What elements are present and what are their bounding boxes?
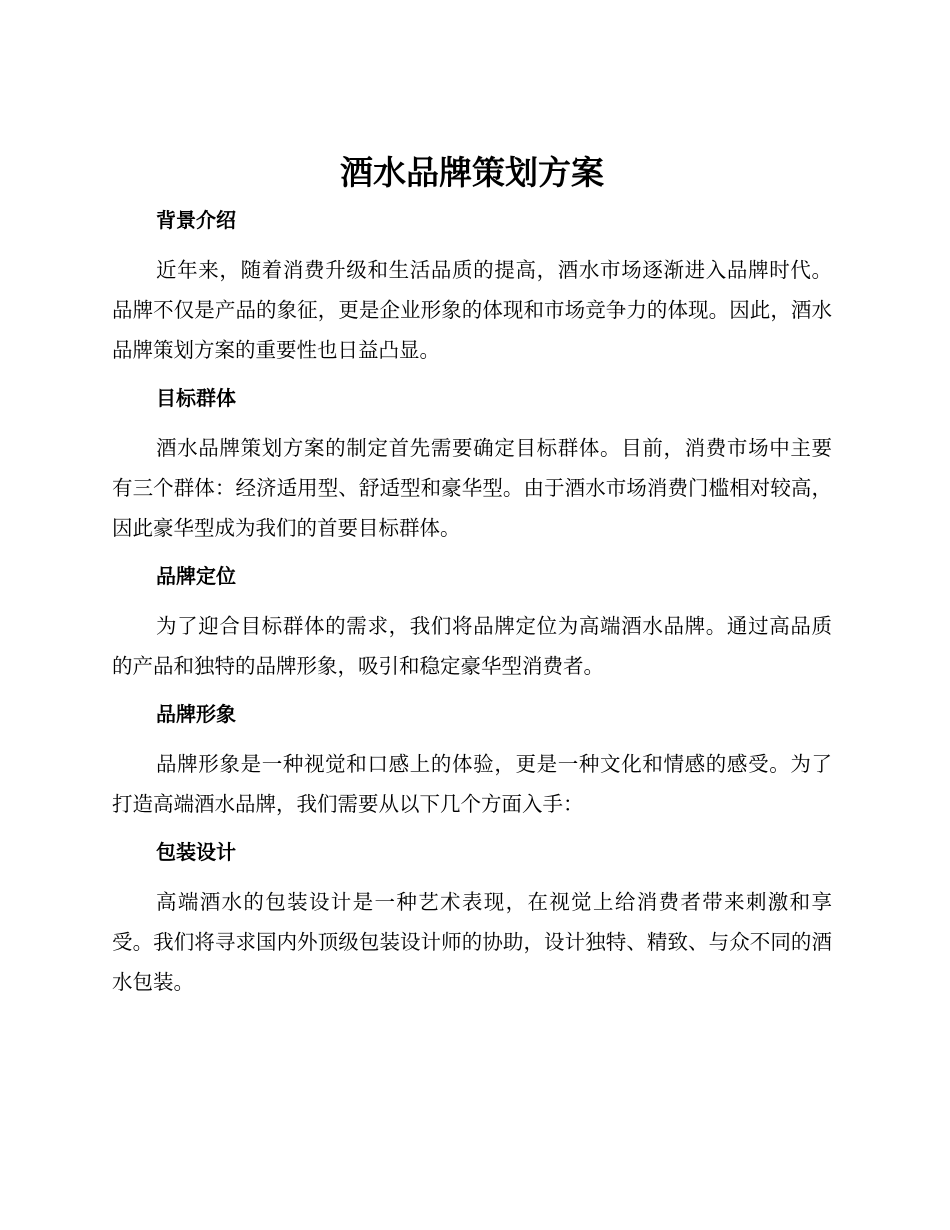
section-paragraph: 近年来，随着消费升级和生活品质的提高，酒水市场逐渐进入品牌时代。品牌不仅是产品的象征，更是企业形象的体现和市场竞争力的体现。因此，酒水品牌策划方案的重要性也日益凸显。 <box>112 258 832 362</box>
section-background <box>112 206 832 370</box>
section-heading: 包装设计 <box>156 840 236 864</box>
section-paragraph: 品牌形象是一种视觉和口感上的体验，更是一种文化和情感的感受。为了打造高端酒水品牌，我们需要从以下几个方面入手： <box>112 752 832 816</box>
section-heading: 背景介绍 <box>156 208 236 232</box>
section-heading: 品牌定位 <box>156 564 236 588</box>
section-heading: 品牌形象 <box>156 702 236 726</box>
document-page <box>112 150 832 1016</box>
section-packaging-design <box>112 838 832 1002</box>
section-paragraph: 为了迎合目标群体的需求，我们将品牌定位为高端酒水品牌。通过高品质的产品和独特的品牌形象，吸引和稳定豪华型消费者。 <box>112 614 832 678</box>
section-heading: 目标群体 <box>156 386 236 410</box>
section-brand-positioning <box>112 562 832 686</box>
section-paragraph: 酒水品牌策划方案的制定首先需要确定目标群体。目前，消费市场中主要有三个群体：经济适用型、舒适型和豪华型。由于酒水市场消费门槛相对较高，因此豪华型成为我们的首要目标群体。 <box>112 436 832 540</box>
document-title: 酒水品牌策划方案 <box>340 153 604 192</box>
section-brand-image <box>112 700 832 824</box>
section-paragraph: 高端酒水的包装设计是一种艺术表现，在视觉上给消费者带来刺激和享受。我们将寻求国内外顶级包装设计师的协助，设计独特、精致、与众不同的酒水包装。 <box>112 890 832 994</box>
section-target-group <box>112 384 832 548</box>
